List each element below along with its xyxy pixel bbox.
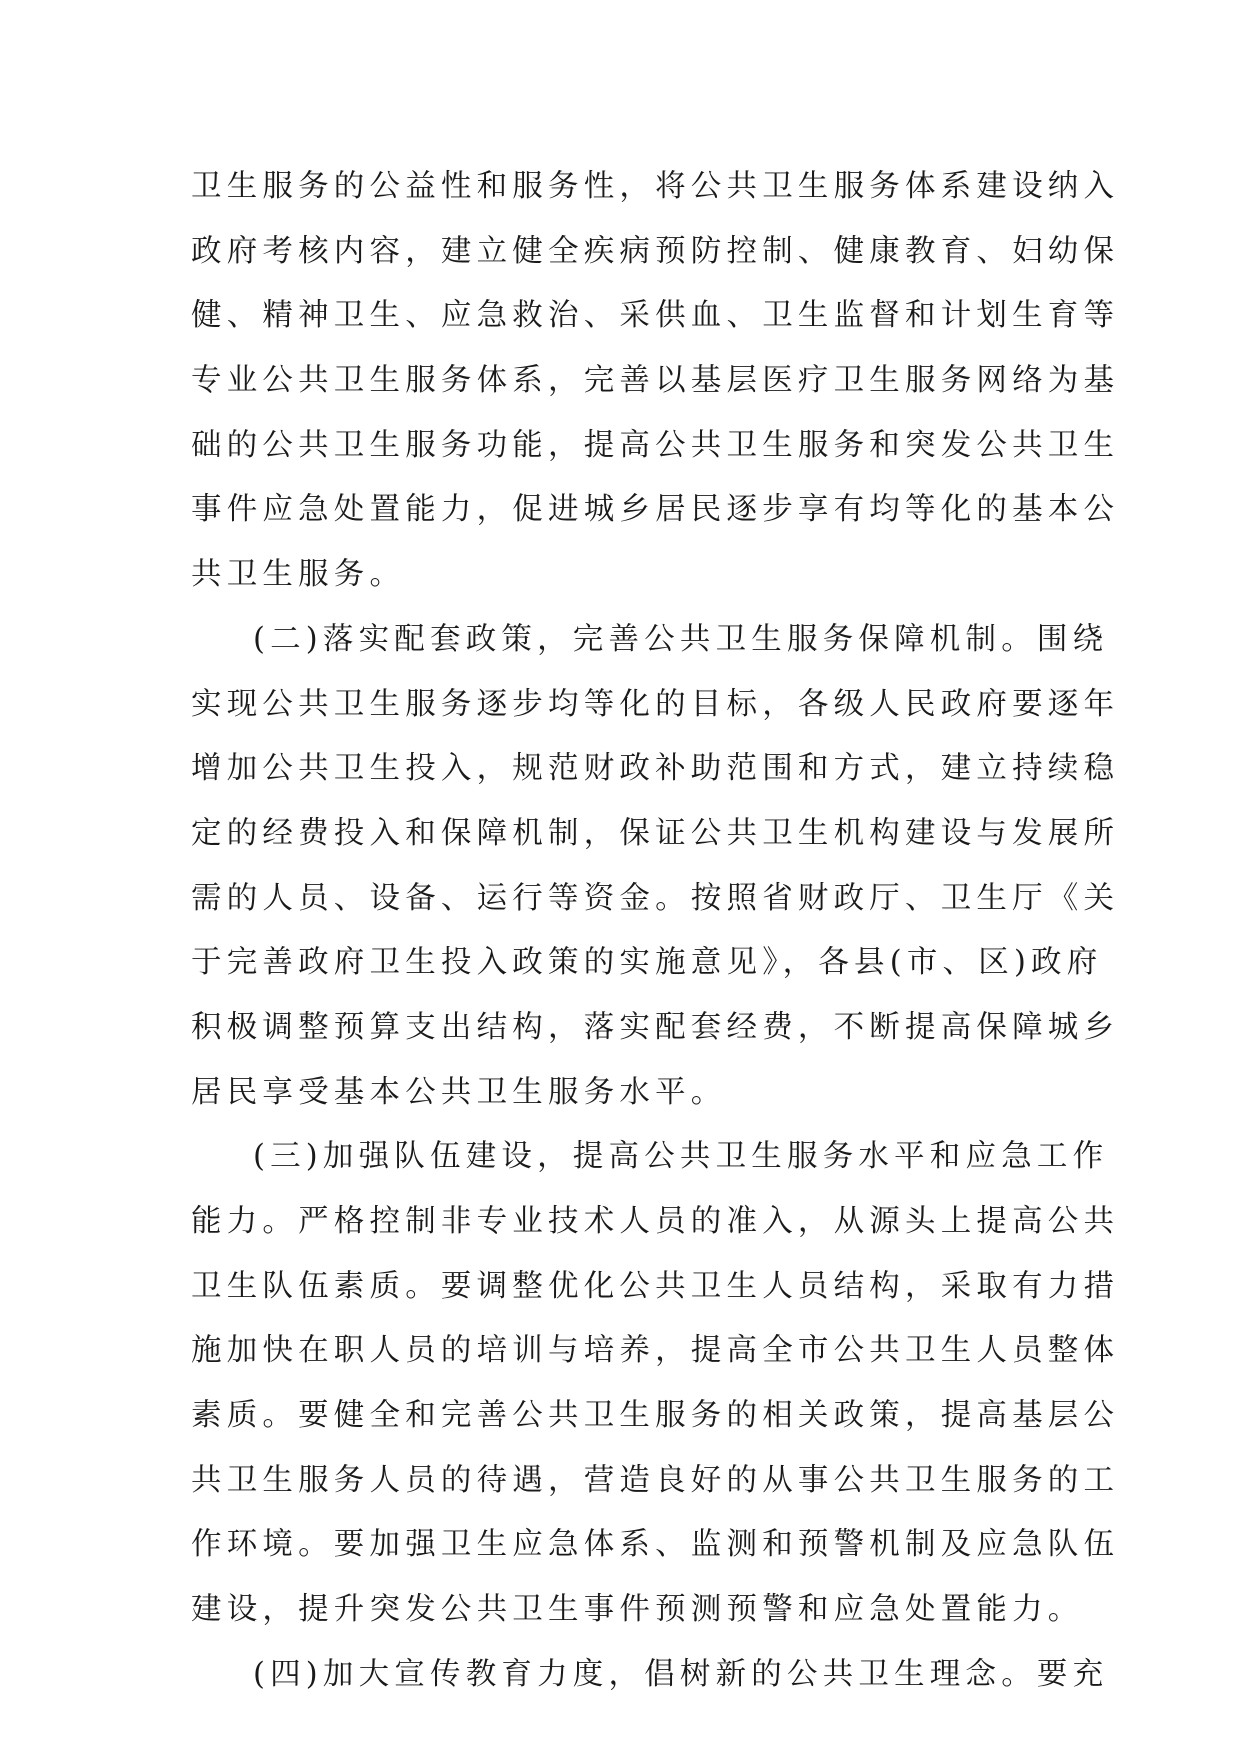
text-line: 共卫生服务。 [191, 557, 406, 593]
text-line: 事件应急处置能力，促进城乡居民逐步享有均等化的基本公 [191, 492, 1120, 528]
text-line: 础的公共卫生服务功能，提高公共卫生服务和突发公共卫生 [191, 427, 1120, 463]
document-body [191, 155, 1120, 1708]
text-line: 增加公共卫生投入，规范财政补助范围和方式，建立持续稳 [191, 751, 1120, 787]
text-line: (二)落实配套政策，完善公共卫生服务保障机制。围绕 [253, 621, 1109, 657]
text-line: 实现公共卫生服务逐步均等化的目标，各级人民政府要逐年 [191, 686, 1120, 722]
text-line: 施加快在职人员的培训与培养，提高全市公共卫生人员整体 [191, 1333, 1120, 1369]
text-line: 积极调整预算支出结构，落实配套经费，不断提高保障城乡 [191, 1009, 1120, 1045]
text-line: 专业公共卫生服务体系，完善以基层医疗卫生服务网络为基 [191, 363, 1120, 399]
text-line: (三)加强队伍建设，提高公共卫生服务水平和应急工作 [253, 1139, 1109, 1175]
text-line: (四)加大宣传教育力度，倡树新的公共卫生理念。要充 [253, 1656, 1109, 1692]
text-line: 作环境。要加强卫生应急体系、监测和预警机制及应急队伍 [191, 1527, 1120, 1563]
text-line: 定的经费投入和保障机制，保证公共卫生机构建设与发展所 [191, 815, 1120, 851]
text-line: 需的人员、设备、运行等资金。按照省财政厅、卫生厅《关 [191, 880, 1120, 916]
text-line: 卫生队伍素质。要调整优化公共卫生人员结构，采取有力措 [191, 1268, 1120, 1304]
text-line: 能力。严格控制非专业技术人员的准入，从源头上提高公共 [191, 1204, 1120, 1239]
text-line: 于完善政府卫生投入政策的实施意见》，各县(市、区)政府 [191, 945, 1103, 981]
text-line: 共卫生服务人员的待遇，营造良好的从事公共卫生服务的工 [191, 1462, 1120, 1498]
text-line: 建设，提升突发公共卫生事件预测预警和应急处置能力。 [191, 1592, 1084, 1628]
text-line: 素质。要健全和完善公共卫生服务的相关政策，提高基层公 [191, 1398, 1120, 1434]
text-line: 健、精神卫生、应急救治、采供血、卫生监督和计划生育等 [191, 298, 1120, 334]
text-line: 政府考核内容，建立健全疾病预防控制、健康教育、妇幼保 [191, 233, 1120, 269]
text-line: 居民享受基本公共卫生服务水平。 [191, 1074, 727, 1110]
text-line: 卫生服务的公益性和服务性，将公共卫生服务体系建设纳入 [191, 169, 1120, 204]
